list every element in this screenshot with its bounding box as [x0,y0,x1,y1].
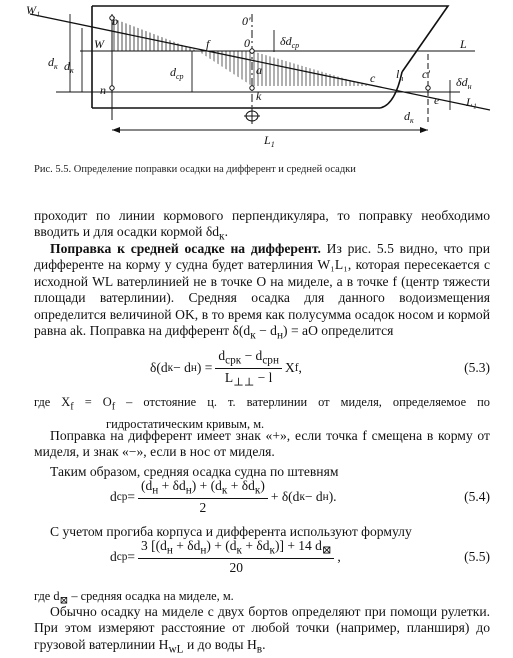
label-f: f [206,37,210,51]
label-k: k [256,89,262,103]
paragraph-4: Таким образом, средняя осадка судна по штевням [50,464,339,479]
where-dmid: где $d_⊠$ – средняя осадка на миделе, м. [34,589,234,607]
label-e: e [434,93,440,107]
label-dk2: $d_к$ [64,59,74,75]
equation-5-4: d ср = $\frac{(d_н + \delta d_н) + (d_к + \delta d_к)}{2}$ + δ(d к − d н ). (5.4) [110,478,490,515]
figure-caption: Рис. 5.5. Определение поправки осадки на дифферент и средней осадки [34,164,356,175]
label-n: n [100,83,106,97]
equation-5-3-fraction: $\frac{d_{срк} - d_{срн}}{L_{\perp\perp} - l}$ [215,348,282,388]
trim-correction-diagram [20,0,500,152]
label-dk-small: $d_к$ [404,109,414,125]
equation-5-4-fraction: $\frac{(d_н + \delta d_н) + (d_к + \delta d_к)}{2}$ [138,478,268,516]
label-w: W [94,37,104,51]
label-dk: $d_к$ [48,55,58,71]
paragraph-1: проходит по линии кормового перпендикуляра, то поправку необходимо вводить и для осадки кормой $\delta d_к$. [34,208,490,244]
equation-5-5-fraction: $\frac{3 [(d_н + \delta d_н) + (d_к + \delta d_к)] + 14 d_⊠}{20}$ [138,538,334,576]
equation-number-5-5: (5.5) [464,548,490,564]
label-delta-dcp: $\delta d_{ср}$ [280,34,300,50]
label-dcp: $d_{ср}$ [170,65,184,81]
paragraph-2: Поправка к средней осадке на дифферент. Из рис. 5.5 видно, что при дифференте на корму у судна будет ватерлиния W₁L₁, которая пересекается с исходной WL ватерлинией не в точке O на миделе, а в точке f (центр тяжести площади ватерлинии). Средняя осадка для данного водоизмещения определится величиной OK, в то время как полусумма осадок носом и кормой равна ak. Поправка на дифферент $\delta(d_к - d_н)$ = aO определится [34,241,491,342]
paragraph-5: С учетом прогиба корпуса и дифферента используют формулу [50,524,412,539]
label-ln: $l_н$ [396,67,404,83]
equation-number-5-3: (5.3) [464,360,490,376]
paragraph-6: Обычно осадку на миделе с двух бортов определяют при помощи рулетки. При этом измеряют расстояние от любой точки (например, планширя) до грузовой ватерлинии $H_{wL}$ и до воды $H_в$. [34,604,490,656]
label-b: b [112,14,118,28]
label-l1-bottom: $L_1$ [264,133,275,149]
label-l1-right: L₁ [466,95,477,109]
hatched-bow-area [198,51,370,86]
equation-number-5-4: (5.4) [464,488,490,504]
label-c-prime: c' [422,67,430,81]
equation-5-3: δ(d к − d н ) = $\frac{d_{срк} - d_{срн}}{L_{\perp\perp} - l}$ X f , (5.3) [150,348,490,389]
where-xf: где $X_f = O_f$ – отстояние ц. т. ватерлинии от миделя, определяемое по гидростатическим кривым, м. [34,395,490,431]
label-c: c [370,71,376,85]
label-o-prime: 0' [242,14,251,28]
section-title: Поправка к средней осадке на дифферент. [50,241,321,256]
label-a: a [256,63,262,77]
equation-5-5: d ср = $\frac{3 [(d_н + \delta d_н) + (d_к + \delta d_к)] + 14 d_⊠}{20}$ , (5.5) [110,538,490,575]
label-delta-dn: $\delta d_н$ [456,75,472,91]
paragraph-3: Поправка на дифферент имеет знак «+», если точка f смещена в корму от миделя, и знак «−», если в нос от миделя. [34,428,490,460]
label-o: 0 [244,36,250,50]
label-l: L [460,37,467,51]
label-w1: W₁ [26,3,41,17]
